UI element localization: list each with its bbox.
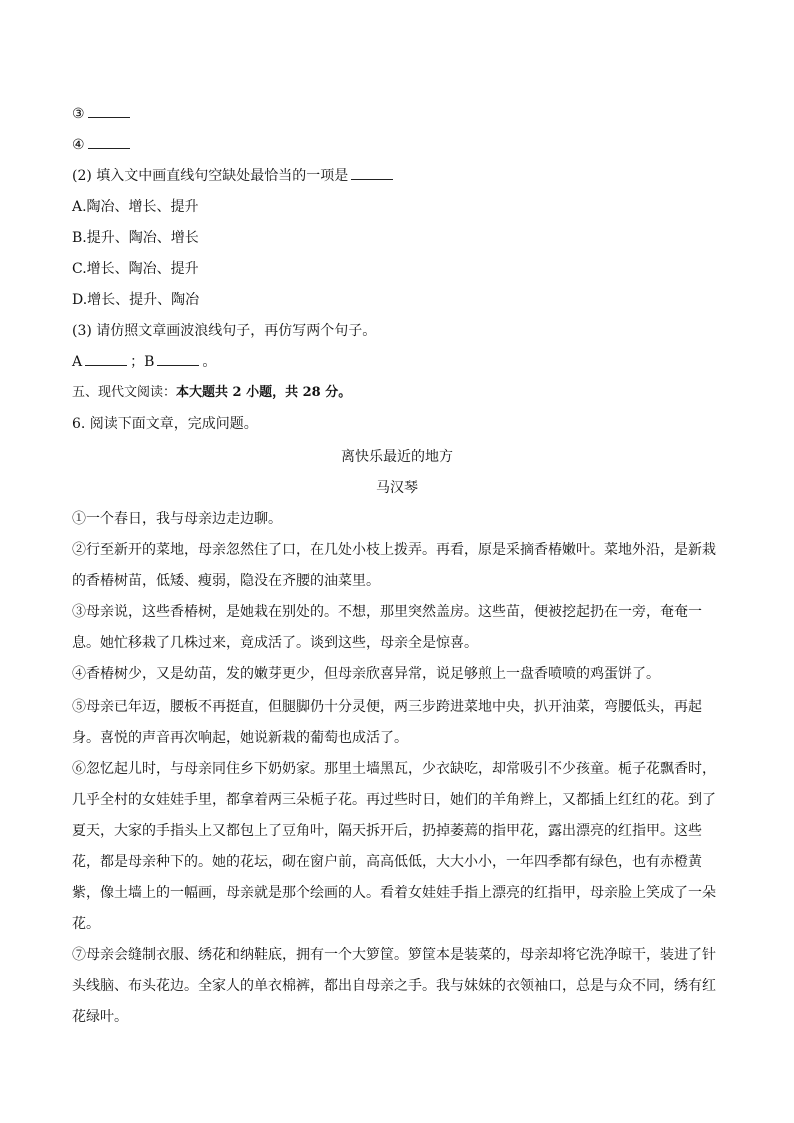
answer-line-3 xyxy=(72,105,722,123)
paragraph-line: ⑤母亲已年迈，腰板不再挺直，但腿脚仍十分灵便，两三步跨进菜地中央，扒开油菜，弯腰低头，再起 xyxy=(72,699,702,715)
option-d: D.增长、提升、陶冶 xyxy=(72,292,200,308)
answer-blank-b[interactable] xyxy=(157,353,199,366)
paragraph-line: 夏天，大家的手指头上又都包上了豆角叶，隔天拆开后，扔掉萎蔫的指甲花，露出漂亮的红指甲。这些 xyxy=(72,823,702,839)
paragraph-line: ⑦母亲会缝制衣服、绣花和纳鞋底，拥有一个大箩筐。箩筐本是装菜的，母亲却将它洗净晾干，装进了针 xyxy=(72,947,716,963)
option-a: A.陶冶、增长、提升 xyxy=(72,199,199,215)
paragraph-line: 息。她忙移栽了几株过来，竟成活了。谈到这些，母亲全是惊喜。 xyxy=(72,635,478,651)
paragraph-line: 紫，像土墙上的一幅画，母亲就是那个绘画的人。看着女娃娃手指上漂亮的红指甲，母亲脸上笑成了一朵 xyxy=(72,885,716,901)
section-prefix: 五、现代文阅读： xyxy=(72,385,177,400)
article-author: 马汉琴 xyxy=(376,480,418,496)
paragraph-line: 花。 xyxy=(72,916,100,932)
paragraph-line: 身。喜悦的声音再次响起，她说新栽的葡萄也成活了。 xyxy=(72,730,408,746)
paragraph-line: ③母亲说，这些香椿树，是她栽在别处的。不想，那里突然盖房。这些苗，便被挖起扔在一旁，奄奄一 xyxy=(72,604,702,620)
paragraph-line: 几乎全村的女娃娃手里，都拿着两三朵栀子花。再过些时日，她们的羊角辫上，又都插上红红的花。到了 xyxy=(72,792,716,808)
paragraph-line: ④香椿树少，又是幼苗，发的嫩芽更少，但母亲欣喜异常，说足够煎上一盘香喷喷的鸡蛋饼了。 xyxy=(72,666,660,682)
answer-blank[interactable] xyxy=(88,136,130,149)
paragraph-line: ①一个春日，我与母亲边走边聊。 xyxy=(72,511,282,527)
answer-line-4 xyxy=(72,136,722,154)
question-3-stem: (3) 请仿照文章画波浪线句子，再仿写两个句子。 xyxy=(72,323,377,339)
answer-blank[interactable] xyxy=(88,105,130,118)
blank-a-label: A xyxy=(72,354,83,370)
paragraph-line: 的香椿树苗，低矮、瘦弱，隐没在齐腰的油菜里。 xyxy=(72,573,380,589)
paragraph-line: 花绿叶。 xyxy=(72,1009,128,1025)
answer-blank-a[interactable] xyxy=(85,353,127,366)
item-marker: ③ xyxy=(72,106,85,122)
option-c: C.增长、陶冶、提升 xyxy=(72,261,199,277)
blank-separator: ；B xyxy=(130,354,155,370)
section-heading xyxy=(72,384,722,402)
question-2-stem xyxy=(72,167,722,185)
paragraph-line: ②行至新开的菜地，母亲忽然住了口，在几处小枝上拨弄。再看，原是采摘香椿嫩叶。菜地外沿，是新栽 xyxy=(72,542,716,558)
question-6-instruction: 6. 阅读下面文章，完成问题。 xyxy=(72,416,258,432)
paragraph-line: ⑥忽忆起儿时，与母亲同住乡下奶奶家。那里土墙黑瓦，少衣缺吃，却常吸引不少孩童。栀子花飘香时， xyxy=(72,761,716,777)
section-detail: 本大题共 2 小题，共 28 分。 xyxy=(176,385,352,400)
option-b: B.提升、陶冶、增长 xyxy=(72,230,199,246)
question-3-answers xyxy=(72,353,722,371)
question-text: (2) 填入文中画直线句空缺处最恰当的一项是 xyxy=(72,168,349,184)
item-marker: ④ xyxy=(72,137,85,153)
sentence-end: 。 xyxy=(202,354,217,370)
answer-blank[interactable] xyxy=(351,167,393,180)
paragraph-line: 头线脑、布头花边。全家人的单衣棉裤，都出自母亲之手。我与妹妹的衣领袖口，总是与众不同，绣有红 xyxy=(72,978,716,994)
article-title: 离快乐最近的地方 xyxy=(341,449,453,465)
paragraph-line: 花，都是母亲种下的。她的花坛，砌在窗户前，高高低低，大大小小，一年四季都有绿色，也有赤橙黄 xyxy=(72,854,702,870)
